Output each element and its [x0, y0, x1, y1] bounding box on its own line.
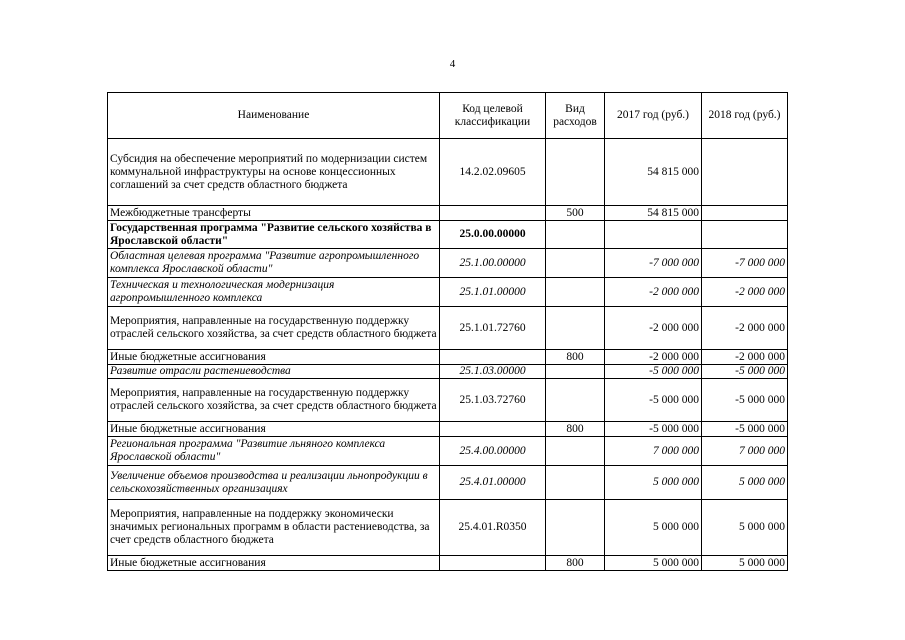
row-type [546, 437, 605, 466]
table-row [108, 221, 788, 249]
header-row [108, 93, 788, 139]
row-2018: 5 000 000 [702, 466, 788, 500]
row-name: Региональная программа "Развитие льняного комплекса Ярославской области" [108, 437, 440, 466]
row-2017: -2 000 000 [605, 278, 702, 307]
row-code [440, 556, 546, 571]
row-2017: 54 815 000 [605, 139, 702, 206]
row-2018 [702, 139, 788, 206]
row-2018: -5 000 000 [702, 379, 788, 422]
header-2017: 2017 год (руб.) [605, 93, 702, 139]
row-2018: -2 000 000 [702, 350, 788, 365]
row-type [546, 249, 605, 278]
table-row [108, 365, 788, 379]
row-2017: -5 000 000 [605, 379, 702, 422]
row-type: 500 [546, 206, 605, 221]
row-2018: -7 000 000 [702, 249, 788, 278]
row-2018: 7 000 000 [702, 437, 788, 466]
table-row [108, 249, 788, 278]
row-2017: -5 000 000 [605, 365, 702, 379]
row-2017: -2 000 000 [605, 307, 702, 350]
table-row [108, 379, 788, 422]
row-type [546, 221, 605, 249]
row-2018: -5 000 000 [702, 365, 788, 379]
row-2017: -7 000 000 [605, 249, 702, 278]
row-name: Областная целевая программа "Развитие агропромышленного комплекса Ярославской области" [108, 249, 440, 278]
header-code: Код целевой классификации [440, 93, 546, 139]
table-row [108, 466, 788, 500]
row-name: Мероприятия, направленные на поддержку экономически значимых региональных программ в области растениеводства, за счет средств областного бюджета [108, 500, 440, 556]
table-row [108, 206, 788, 221]
table-row [108, 437, 788, 466]
row-code: 25.4.01.R0350 [440, 500, 546, 556]
budget-table [107, 92, 788, 571]
table-row [108, 278, 788, 307]
row-name: Иные бюджетные ассигнования [108, 422, 440, 437]
header-type: Вид расходов [546, 93, 605, 139]
row-name: Техническая и технологическая модернизация агропромышленного комплекса [108, 278, 440, 307]
row-type: 800 [546, 350, 605, 365]
row-code: 14.2.02.09605 [440, 139, 546, 206]
row-code [440, 206, 546, 221]
row-type [546, 307, 605, 350]
row-2017: 7 000 000 [605, 437, 702, 466]
header-name: Наименование [108, 93, 440, 139]
row-name: Мероприятия, направленные на государственную поддержку отраслей сельского хозяйства, за счет средств областного бюджета [108, 379, 440, 422]
row-code: 25.1.03.00000 [440, 365, 546, 379]
table-row [108, 422, 788, 437]
table-row [108, 307, 788, 350]
row-name: Иные бюджетные ассигнования [108, 556, 440, 571]
row-2018 [702, 221, 788, 249]
row-type [546, 379, 605, 422]
row-type [546, 500, 605, 556]
row-2018: -2 000 000 [702, 278, 788, 307]
table-row [108, 556, 788, 571]
row-type [546, 278, 605, 307]
row-name: Государственная программа "Развитие сельского хозяйства в Ярославской области" [108, 221, 440, 249]
row-name: Межбюджетные трансферты [108, 206, 440, 221]
row-code: 25.4.01.00000 [440, 466, 546, 500]
table-row [108, 350, 788, 365]
row-code: 25.1.01.72760 [440, 307, 546, 350]
header-2018: 2018 год (руб.) [702, 93, 788, 139]
row-code: 25.0.00.00000 [440, 221, 546, 249]
row-name: Мероприятия, направленные на государственную поддержку отраслей сельского хозяйства, за счет средств областного бюджета [108, 307, 440, 350]
row-name: Увеличение объемов производства и реализации льнопродукции в сельскохозяйственных организациях [108, 466, 440, 500]
row-2017: 5 000 000 [605, 500, 702, 556]
row-name: Развитие отрасли растениеводства [108, 365, 440, 379]
row-2018: 5 000 000 [702, 556, 788, 571]
row-type [546, 139, 605, 206]
row-2017: 5 000 000 [605, 556, 702, 571]
row-code: 25.1.00.00000 [440, 249, 546, 278]
page-number: 4 [449, 58, 456, 70]
row-code: 25.1.01.00000 [440, 278, 546, 307]
row-type [546, 365, 605, 379]
row-2018 [702, 206, 788, 221]
row-name: Субсидия на обеспечение мероприятий по модернизации систем коммунальной инфраструктуры на основе концессионных соглашений за счет средств областного бюджета [108, 139, 440, 206]
row-2017: 5 000 000 [605, 466, 702, 500]
row-2017: -5 000 000 [605, 422, 702, 437]
row-2018: -2 000 000 [702, 307, 788, 350]
row-type: 800 [546, 422, 605, 437]
table-row [108, 139, 788, 206]
row-type [546, 466, 605, 500]
row-code [440, 422, 546, 437]
row-code: 25.1.03.72760 [440, 379, 546, 422]
row-2017: 54 815 000 [605, 206, 702, 221]
row-2018: 5 000 000 [702, 500, 788, 556]
table-row [108, 500, 788, 556]
row-name: Иные бюджетные ассигнования [108, 350, 440, 365]
row-2017: -2 000 000 [605, 350, 702, 365]
row-code [440, 350, 546, 365]
row-type: 800 [546, 556, 605, 571]
row-2018: -5 000 000 [702, 422, 788, 437]
row-code: 25.4.00.00000 [440, 437, 546, 466]
row-2017 [605, 221, 702, 249]
